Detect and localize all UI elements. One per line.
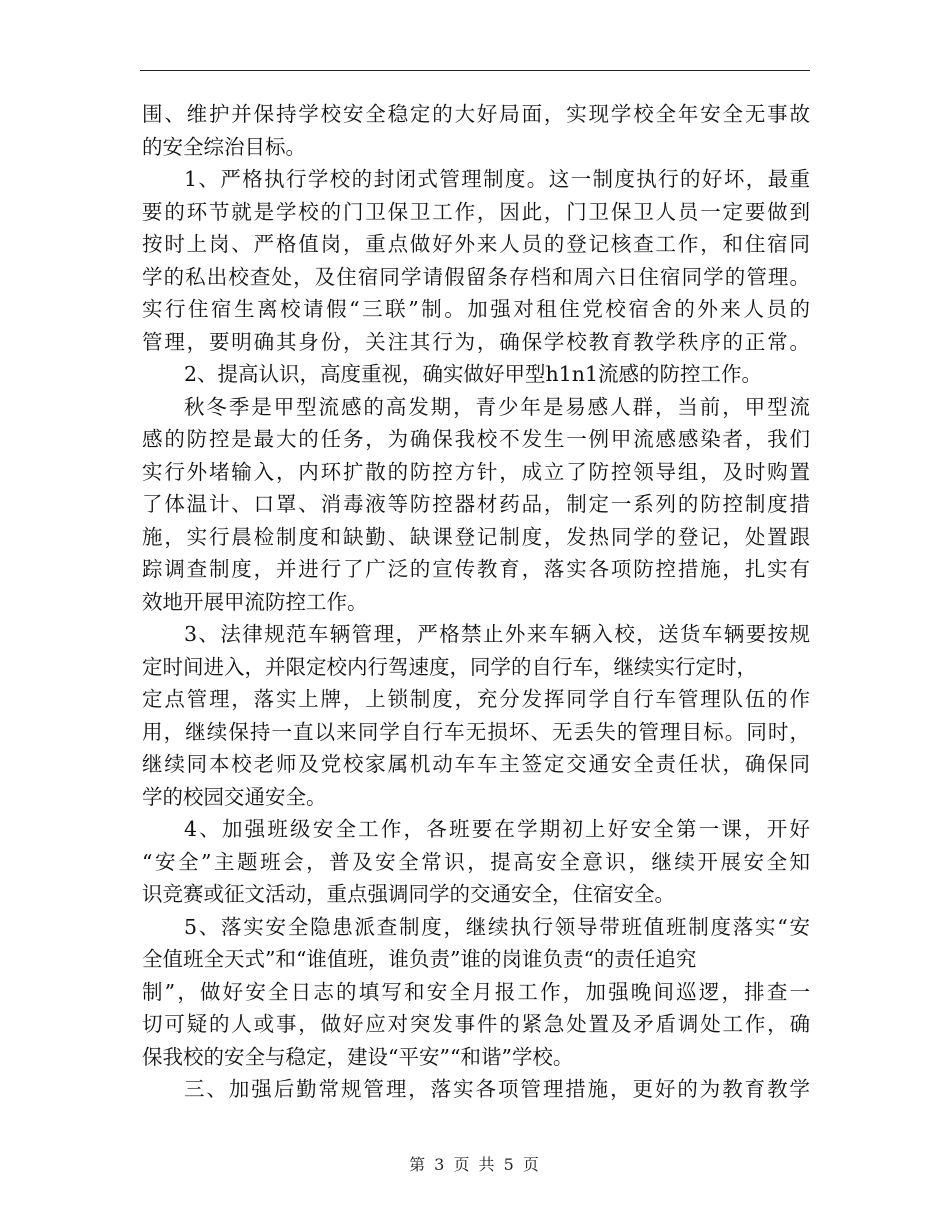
text-line: 全值班全天式”和“谁值班，谁负责”谁的岗谁负责“的责任追究 bbox=[142, 947, 697, 971]
text-line: 感的防控是最大的任务，为确保我校不发生一例甲流感感染者，我们 bbox=[142, 427, 810, 451]
text-line: 保我校的安全与稳定，建设“平安”“和谐”学校。 bbox=[142, 1044, 574, 1069]
text-line: 4、加强班级安全工作，各班要在学期初上好安全第一课，开好 bbox=[184, 817, 810, 841]
text-line: 按时上岗、严格值岗，重点做好外来人员的登记核查工作，和住宿同 bbox=[142, 232, 810, 256]
text-line: 管理，要明确其身份，关注其行为，确保学校教育教学秩序的正常。 bbox=[142, 329, 810, 354]
document-body bbox=[142, 98, 810, 1106]
text-line: “安全”主题班会，普及安全常识，提高安全意识，继续开展安全知 bbox=[142, 849, 810, 874]
text-line: 了体温计、口罩、消毒液等防控器材药品，制定一系列的防控制度措 bbox=[142, 492, 810, 516]
text-line: 用，继续保持一直以来同学自行车无损坏、无丢失的管理目标。同时， bbox=[142, 719, 810, 744]
text-line: 识竞赛或征文活动，重点强调同学的交通安全，住宿安全。 bbox=[142, 882, 675, 906]
text-line: 学的校园交通安全。 bbox=[142, 784, 327, 809]
text-line: 定时间进入，并限定校内行驾速度，同学的自行车，继续实行定时， bbox=[142, 654, 757, 679]
text-line: 学的私出校查处，及住宿同学请假留条存档和周六日住宿同学的管理。 bbox=[142, 264, 810, 289]
text-line: 效地开展甲流防控工作。 bbox=[142, 589, 368, 614]
text-line: 5、落实安全隐患派查制度，继续执行领导带班值班制度落实“安 bbox=[184, 914, 810, 939]
text-line: 1、严格执行学校的封闭式管理制度。这一制度执行的好坏，最重 bbox=[184, 167, 810, 191]
text-line: 2、提高认识，高度重视，确实做好甲型h1n1流感的防控工作。 bbox=[184, 362, 763, 386]
text-line: 要的环节就是学校的门卫保卫工作，因此，门卫保卫人员一定要做到 bbox=[142, 199, 810, 224]
text-line: 切可疑的人或事，做好应对突发事件的紧急处置及矛盾调处工作，确 bbox=[142, 1012, 810, 1036]
text-line: 定点管理，落实上牌，上锁制度，充分发挥同学自行车管理队伍的作 bbox=[142, 687, 810, 711]
text-line: 围、维护并保持学校安全稳定的大好局面，实现学校全年安全无事故 bbox=[142, 102, 810, 126]
text-line: 制”，做好安全日志的填写和安全月报工作，加强晚间巡逻，排查一 bbox=[142, 979, 810, 1004]
text-line: 实行外堵输入，内环扩散的防控方针，成立了防控领导组，及时购置 bbox=[142, 459, 810, 484]
text-line: 3、法律规范车辆管理，严格禁止外来车辆入校，送货车辆要按规 bbox=[184, 622, 810, 646]
text-line: 三、加强后勤常规管理，落实各项管理措施，更好的为教育教学 bbox=[184, 1077, 810, 1101]
text-line: 秋冬季是甲型流感的高发期，青少年是易感人群，当前，甲型流 bbox=[184, 394, 810, 419]
text-line: 实行住宿生离校请假“三联”制。加强对租住党校宿舍的外来人员的 bbox=[142, 297, 810, 321]
text-line: 的安全综治目标。 bbox=[142, 134, 306, 159]
text-line: 踪调查制度，并进行了广泛的宣传教育，落实各项防控措施，扎实有 bbox=[142, 557, 810, 581]
header-rule bbox=[140, 70, 810, 71]
text-line: 继续同本校老师及党校家属机动车车主签定交通安全责任状，确保同 bbox=[142, 752, 810, 776]
text-line: 施，实行晨检制度和缺勤、缺课登记制度，发热同学的登记，处置跟 bbox=[142, 524, 810, 549]
page-number-footer: 第 3 页 共 5 页 bbox=[409, 1155, 541, 1174]
